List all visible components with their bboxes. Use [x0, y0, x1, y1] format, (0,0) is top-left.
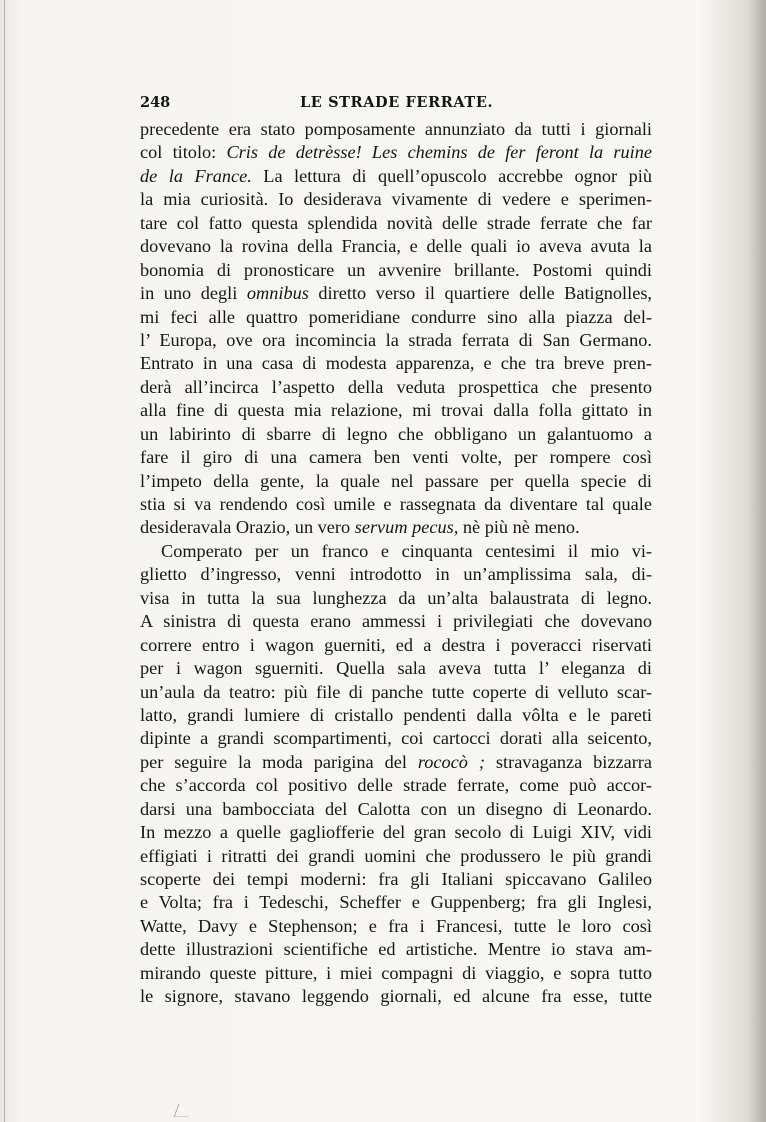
text-span: col titolo: [140, 142, 227, 163]
text-line: stia si va rendendo così umile e rassegnata da diventare tal quale [140, 494, 652, 514]
text-line: derà all’incirca l’aspetto della veduta prospettica che presento [140, 376, 652, 397]
text-line: la mia curiosità. Io desiderava vivamente di vedere e sperimen- [140, 189, 652, 210]
italic-title: Cris de detrèsse! Les chemins de fer feront la ruine [226, 142, 652, 163]
italic-term: omnibus [246, 283, 309, 304]
text-line: Entrato in una casa di modesta apparenza, e che tra breve pren- [140, 353, 652, 374]
page-header [140, 94, 652, 116]
text-line [140, 141, 652, 164]
text-line [140, 282, 652, 305]
text-line [140, 165, 652, 188]
text-span: stravaganza bizzarra [484, 751, 652, 772]
text-line: A sinistra di questa erano ammessi i privilegiati che dovevano [140, 611, 652, 632]
text-line: e Volta; fra i Tedeschi, Scheffer e Guppenberg; fra gli Inglesi, [140, 892, 652, 913]
text-span: per seguire la moda parigina del [140, 751, 418, 772]
running-title: LE STRADE FERRATE. [300, 94, 494, 111]
text-line: dipinte a grandi scompartimenti, coi cartocci dorati alla seicento, [140, 728, 652, 749]
text-line: Watte, Davy e Stephenson; e fra i Francesi, tutte le loro così [140, 915, 652, 936]
text-line: visa in tutta la sua lunghezza da un’alta balaustrata di legno. [140, 587, 652, 608]
text-line [140, 751, 652, 774]
text-line: l’impeto della gente, la quale nel passare per quella specie di [140, 470, 652, 491]
text-line: latto, grandi lumiere di cristallo pendenti dalla vôlta e le pareti [140, 704, 652, 725]
page-number: 248 [140, 94, 171, 111]
text-line: scoperte dei tempi moderni: fra gli Italiani spiccavano Galileo [140, 869, 652, 889]
text-line: le signore, stavano leggendo giornali, ed alcune fra esse, tutte [140, 986, 652, 1007]
text-line: precedente era stato pomposamente annunziato da tutti i giornali [140, 119, 652, 139]
text-line: mirando queste pitture, i miei compagni di viaggio, e sopra tutto [140, 962, 652, 983]
page-binding-shadow [748, 0, 766, 1122]
text-line [140, 516, 652, 539]
text-line: l’ Europa, ove ora incomincia la strada ferrata di San Germano. [140, 329, 652, 350]
text-line: In mezzo a quelle gagliofferie del gran secolo di Luigi XIV, vidi [140, 822, 652, 843]
text-line: correre entro i wagon guerniti, ed a destra i poveracci riservati [140, 634, 652, 655]
text-line: tare col fatto questa splendida novità delle strade ferrate che far [140, 212, 652, 233]
text-line: dette illustrazioni scientifiche ed artistiche. Mentre io stava am- [140, 939, 652, 960]
text-span: desideravala Orazio, un vero [140, 517, 355, 538]
italic-term: rococò ; [417, 751, 485, 772]
text-line: alla fine di questa mia relazione, mi trovai dalla folla gittato in [140, 400, 652, 421]
text-line: fare il giro di una camera ben venti volte, per rompere così [140, 447, 652, 468]
page-left-edge [4, 0, 5, 1122]
text-line: per i wagon sguerniti. Quella sala aveva tutta l’ eleganza di [140, 658, 652, 679]
text-line: mi feci alle quattro pomeridiane condurre sino alla piazza del- [140, 306, 652, 327]
text-span: diretto verso il quartiere delle Batignolles, [308, 283, 652, 304]
text-span: in uno degli [140, 283, 247, 304]
text-span: La lettura di quell’opuscolo accrebbe ognor più [251, 165, 652, 186]
text-line: effigiati i ritratti dei grandi uomini che produssero le più grandi [140, 845, 652, 866]
text-line: bonomia di pronosticare un avvenire brillante. Postomi quindi [140, 259, 652, 280]
scan-smudge [174, 1104, 194, 1117]
text-line: un labirinto di sbarre di legno che obbligano un galantuomo a [140, 423, 652, 444]
text-line: glietto d’ingresso, venni introdotto in un’amplissima sala, di- [140, 564, 652, 585]
text-line: che s’accorda col positivo delle strade ferrate, come può accor- [140, 775, 652, 796]
text-line: Comperato per un franco e cinquanta centesimi il mio vi- [161, 540, 652, 561]
italic-term: servum pecus, [354, 517, 459, 538]
body-text [140, 118, 652, 1009]
text-span: nè più nè meno. [458, 517, 580, 538]
text-line: dovevano la rovina della Francia, e delle quali io aveva avuta la [140, 236, 652, 257]
text-line: darsi una bambocciata del Calotta con un disegno di Leonardo. [140, 798, 652, 819]
text-line: un’aula da teatro: più file di panche tutte coperte di velluto scar- [140, 681, 652, 702]
italic-title: de la France. [140, 165, 252, 186]
